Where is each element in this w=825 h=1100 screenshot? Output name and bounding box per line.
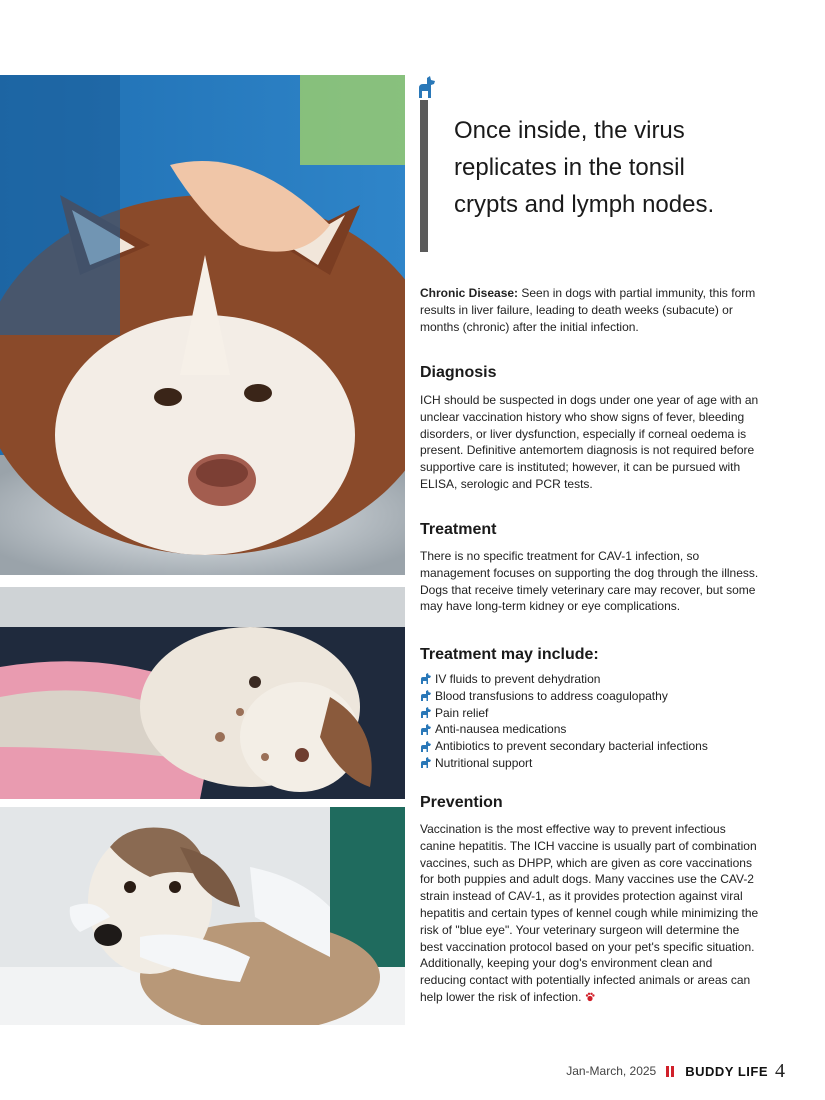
list-item-text: Anti-nausea medications <box>435 722 567 737</box>
prevention-paragraph <box>420 821 760 1006</box>
diagnosis-heading: Diagnosis <box>420 364 497 381</box>
treatment-paragraph: There is no specific treatment for CAV-1 infection, so management focuses on supporting the dog through the illness. Dogs that receive timely veterinary care may recover, but some may have long-term kidney or eye complications. <box>420 549 759 614</box>
list-item-text: Nutritional support <box>435 755 533 770</box>
list-item <box>420 738 708 755</box>
list-item <box>420 755 708 772</box>
list-item <box>420 688 708 705</box>
list-item-text: Pain relief <box>435 705 489 720</box>
dog-bullet-icon <box>420 724 432 736</box>
treatment-list <box>420 671 708 772</box>
list-item <box>420 721 708 738</box>
list-item-text: IV fluids to prevent dehydration <box>435 672 601 686</box>
pull-quote: Once inside, the virus replicates in the tonsil crypts and lymph nodes. <box>454 117 715 218</box>
list-item-text: Antibiotics to prevent secondary bacterial infections <box>435 739 708 754</box>
issue-date: Jan-March, 2025 <box>566 1064 657 1078</box>
footer-divider-bars <box>666 1066 676 1077</box>
list-item <box>420 705 708 722</box>
treatment-heading: Treatment <box>420 521 497 538</box>
prevention-text: Vaccination is the most effective way to prevent infectious canine hepatitis. The ICH vaccine is usually part of combination vaccines, such as DHPP, which are given as core vaccinations for both puppies and adult dogs. Many vaccines use the CAV-2 strain instead of CAV-1, as it provides protection against viral hepatitis and certain types of kennel cough while minimizing the risk of "blue eye". Your veterinary surgeon will determine the best vaccination protocol based on your pet's specific situation. Additionally, keeping your dog's environment clean and reducing contact with potentially infected animals or areas can help lower the risk of infection. <box>420 822 759 1004</box>
chronic-disease-label: Chronic Disease: <box>420 286 519 300</box>
list-item <box>420 671 708 688</box>
husky-photo <box>0 75 405 575</box>
dog-bullet-icon <box>420 757 432 769</box>
chronic-disease-paragraph <box>420 285 760 335</box>
diagnosis-paragraph: ICH should be suspected in dogs under one year of age with an unclear vaccination history who show signs of fever, bleeding disorders, or liver dysfunction, especially if corneal oedema is present. Definitive antemortem diagnosis is not required before supportive care is instituted; however, it can be pursued with ELISA, serologic and PCR tests. <box>420 393 759 491</box>
dog-silhouette-icon <box>413 74 439 100</box>
prevention-heading: Prevention <box>420 794 503 811</box>
list-item-text: Blood transfusions to address coagulopathy <box>435 688 668 703</box>
dog-bullet-icon <box>420 707 432 719</box>
magazine-name: BUDDY LIFE <box>685 1063 768 1079</box>
paw-end-mark-icon <box>585 992 595 1002</box>
dog-bullet-icon <box>420 741 432 753</box>
puppy-photo <box>0 807 405 1025</box>
page-footer <box>566 1060 785 1082</box>
chronic-disease-text: Seen in dogs with partial immunity, this form results in liver failure, leading to death weeks (subacute) or months (chronic) after the initial infection. <box>420 286 756 334</box>
setter-photo <box>0 587 405 799</box>
dog-bullet-icon <box>420 690 432 702</box>
page-number: 4 <box>775 1059 785 1082</box>
quote-bar <box>420 100 428 252</box>
dog-bullet-icon <box>420 673 432 685</box>
treatment-includes-heading: Treatment may include: <box>420 646 599 663</box>
